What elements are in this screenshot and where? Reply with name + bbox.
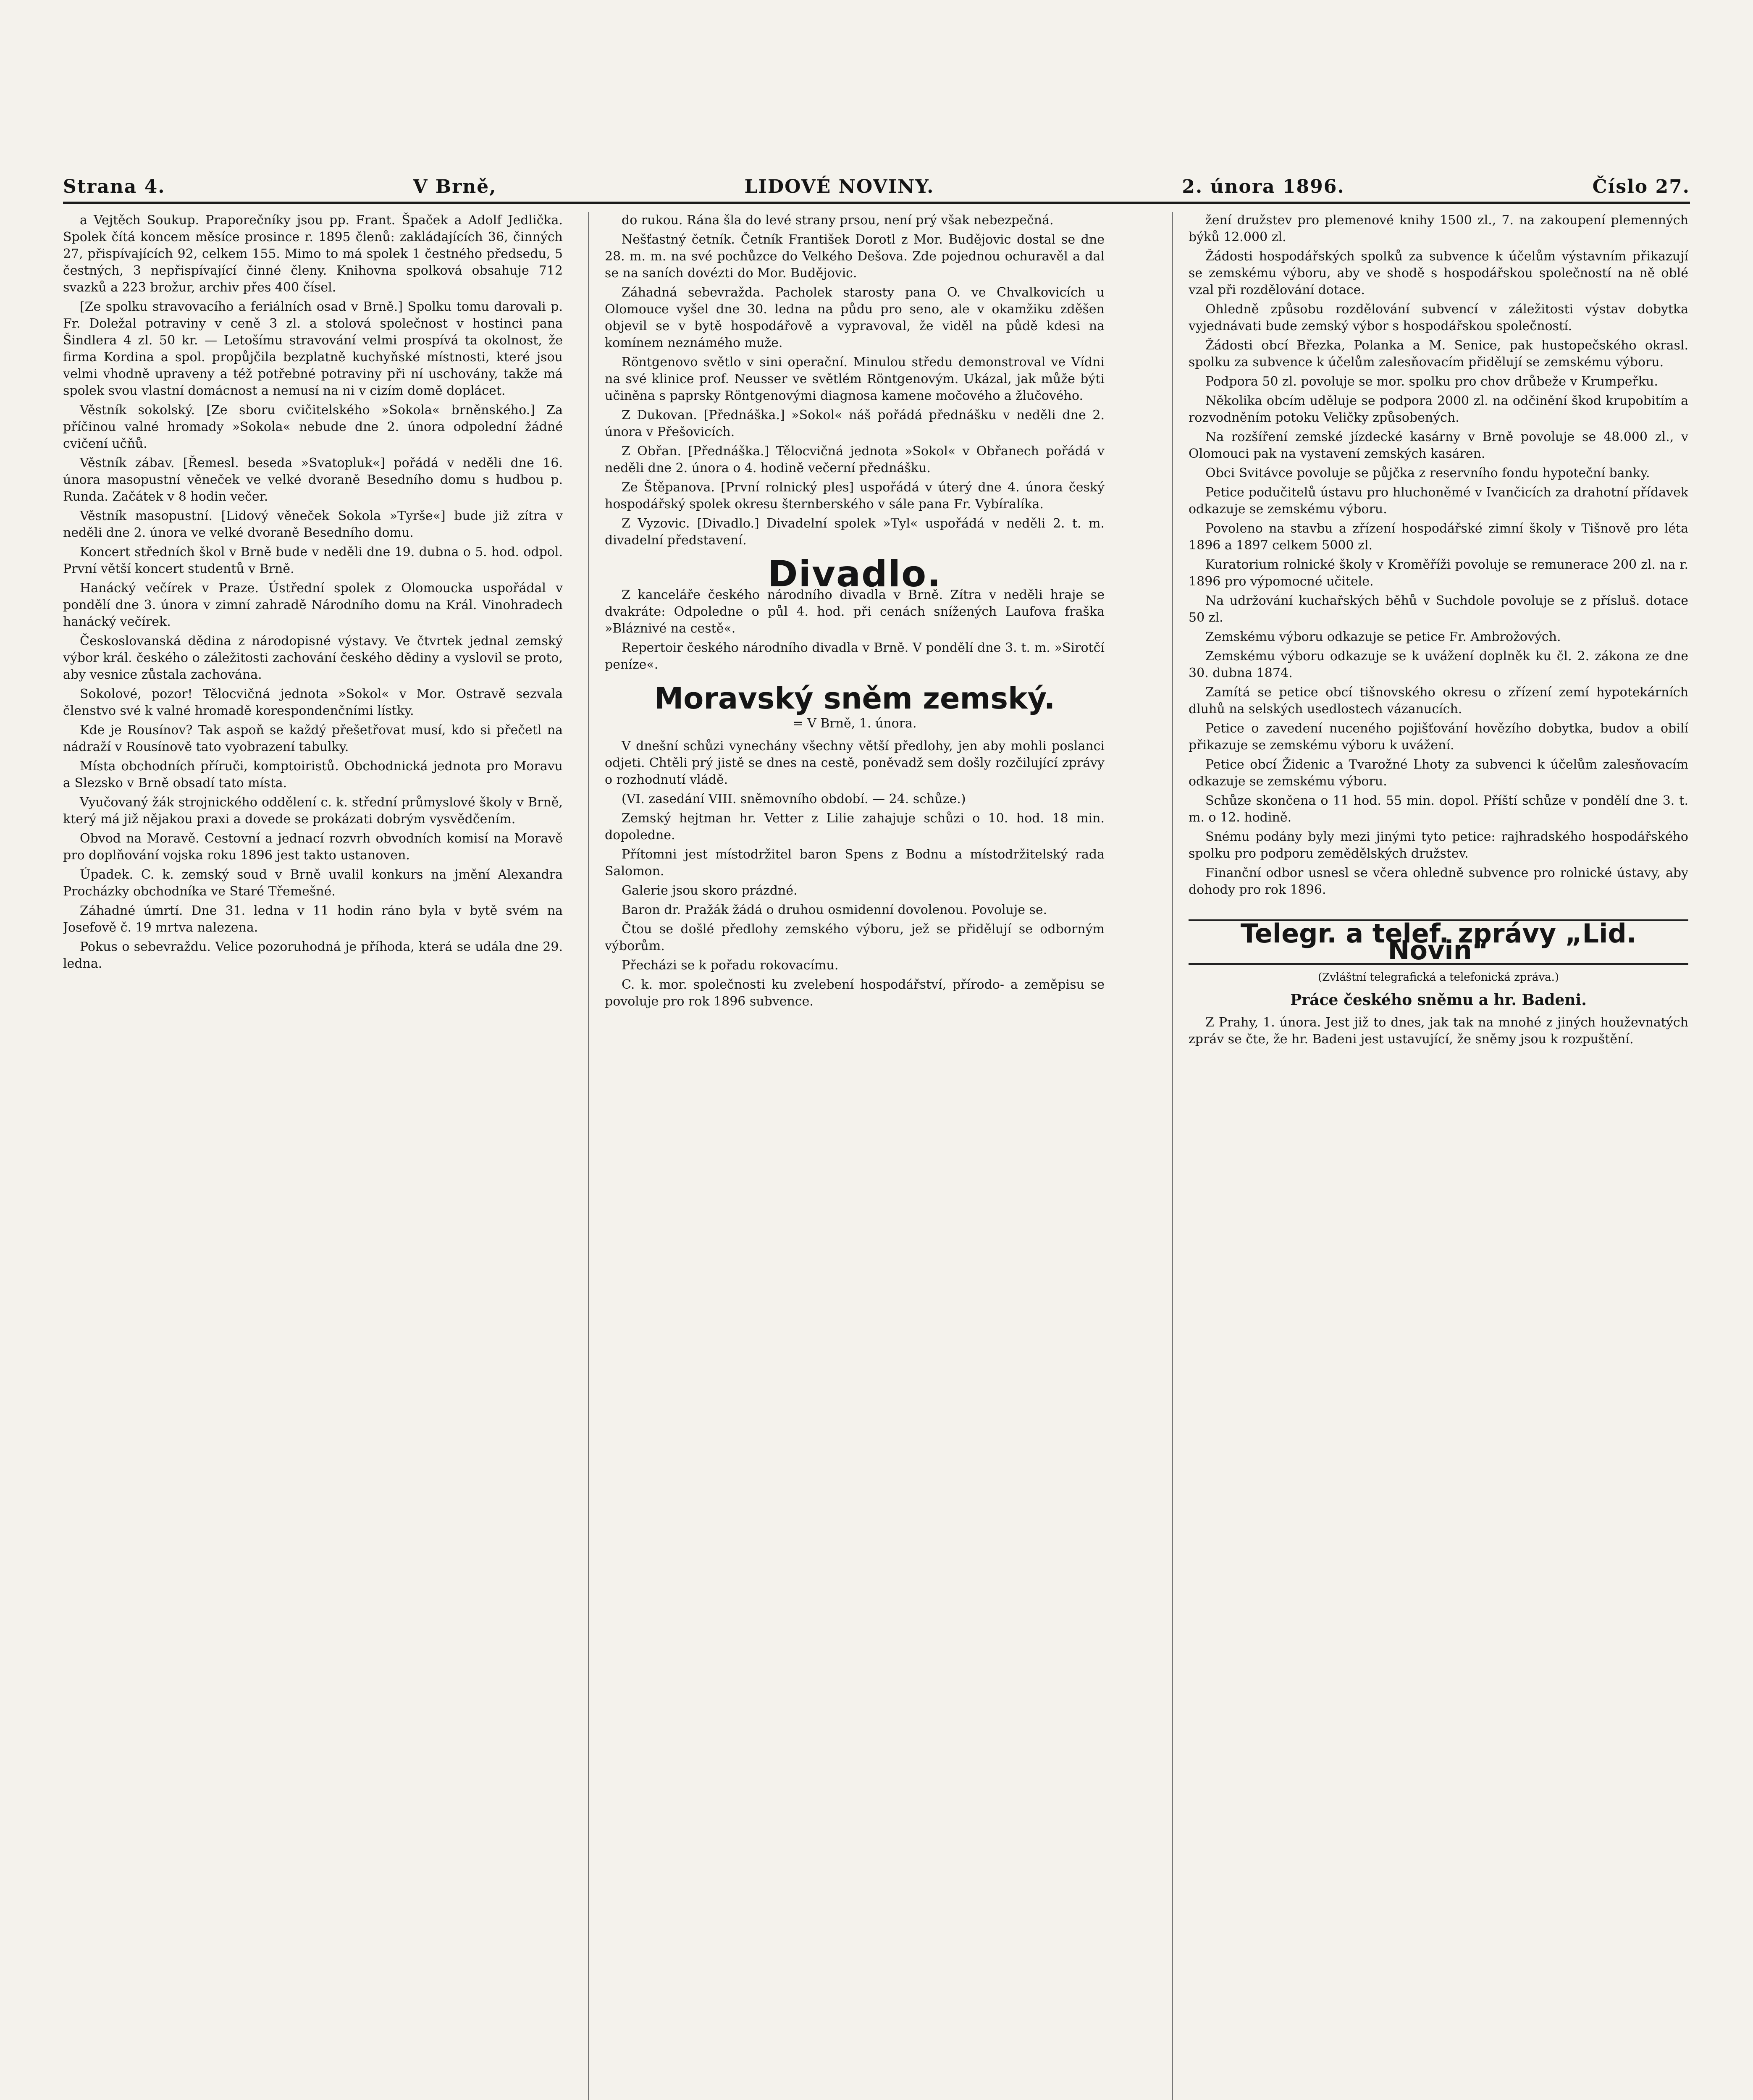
article-paragraph: Petice obcí Židenic a Tvarožné Lhoty za subvenci k účelům zalesňovacím odkazuje se zemskému výboru.: [1189, 757, 1688, 789]
article-paragraph: Přítomni jest místodržitel baron Spens z Bodnu a místodržitelský rada Salomon.: [605, 847, 1105, 879]
article-paragraph: Z Prahy, 1. února. Jest již to dnes, jak tak na mnohé z jiných houževnatých zpráv se čte, že hr. Badeni jest ustavující, že sněmy jsou k rozpuštění.: [1189, 1015, 1688, 1047]
article-paragraph: Na udržování kuchařských běhů v Suchdole povoluje se z přísluš. dotace 50 zl.: [1189, 593, 1688, 625]
article-paragraph: Z Obřan. [Přednáška.] Tělocvičná jednota »Sokol« v Obřanech pořádá v neděli dne 2. února o 4. hodině večerní přednášku.: [605, 444, 1105, 475]
article-paragraph: Českoslovanská dědina z národopisné výstavy. Ve čtvrtek jednal zemský výbor král. českého o záležitosti zachování českého dědiny a vyslovil se proto, aby vesnice zůstala zachována.: [63, 634, 563, 682]
divadlo-heading: Divadlo.: [768, 553, 942, 595]
article-paragraph: Zemskému výboru odkazuje se k uvážení doplněk ku čl. 2. zákona ze dne 30. dubna 1874.: [1189, 649, 1688, 680]
article-paragraph: Žádosti hospodářských spolků za subvence k účelům výstavním přikazují se zemskému výboru, aby ve shodě s hospodářskou společností na ně oblé vzal při rozdělování dotace.: [1189, 249, 1688, 297]
article-paragraph: Kuratorium rolnické školy v Kroměříži povoluje se remunerace 200 zl. na r. 1896 pro výpomocné učitele.: [1189, 557, 1688, 589]
page-number: Strana 4.: [63, 176, 165, 197]
article-paragraph: Ze Štěpanova. [První rolnický ples] uspořádá v úterý dne 4. února český hospodářský spolek okresu šternberského v sále pana Fr. Vybíralíka.: [605, 480, 1105, 512]
article-paragraph: Galerie jsou skoro prázdné.: [622, 883, 798, 898]
article-paragraph: Finanční odbor usnesl se včera ohledně subvence pro rolnické ústavy, aby dohody pro rok 1896.: [1189, 866, 1688, 897]
column-separator: [588, 212, 589, 2100]
article-paragraph: Z Vyzovic. [Divadlo.] Divadelní spolek »Tyl« uspořádá v neděli 2. t. m. divadelní představení.: [605, 516, 1105, 548]
article-paragraph: Záhadné úmrtí. Dne 31. ledna v 11 hodin ráno byla v bytě svém na Josefově č. 19 mrtva nalezena.: [63, 903, 563, 935]
article-paragraph: Zemský hejtman hr. Vetter z Lilie zahajuje schůzi o 10. hod. 18 min. dopoledne.: [605, 811, 1105, 843]
column-separator: [1172, 212, 1173, 2100]
article-paragraph: Úpadek. C. k. zemský soud v Brně uvalil konkurs na jmění Alexandra Procházky obchodníka ve Staré Třemešné.: [63, 867, 563, 899]
article-paragraph: do rukou. Rána šla do levé strany prsou, není prý však nebezpečná.: [622, 213, 1054, 228]
article-paragraph: Sokolové, pozor! Tělocvičná jednota »Sokol« v Mor. Ostravě sezvala členstvo své k valné hromadě korespondenčními lístky.: [63, 687, 563, 718]
telegram-headline: Práce českého sněmu a hr. Badeni.: [1290, 991, 1587, 1009]
article-paragraph: Z Dukovan. [Přednáška.] »Sokol« náš pořádá přednášku v neděli dne 2. února v Přešovicích.: [605, 408, 1105, 439]
article-paragraph: Přecházi se k pořadu rokovacímu.: [622, 958, 839, 973]
article-paragraph: žení družstev pro plemenové knihy 1500 zl., 7. na zakoupení plemenných býků 12.000 zl.: [1189, 213, 1688, 244]
newspaper-title: LIDOVÉ NOVINY.: [744, 176, 934, 197]
article-paragraph: Obvod na Moravě. Cestovní a jednací rozvrh obvodních komisí na Moravě pro doplňování vojska roku 1896 jest takto ustanoven.: [63, 831, 563, 863]
article-paragraph: Zemskému výboru odkazuje se petice Fr. Ambrožových.: [1205, 630, 1561, 644]
article-paragraph: [Ze spolku stravovacího a feriálních osad v Brně.] Spolku tomu darovali p. Fr. Doležal potraviny v ceně 3 zl. a stolová společnost v hostinci pana Šindlera 4 zl. 50 kr. — Letošímu stravování velmi prospívá ta okolnost, že firma Kordina a spol. propůjčila bezplatně kuchyňské místnosti, které jsou velmi vhodně upraveny a též potřebné potraviny při ní uschovány, takže má spolek svou vlastní domácnost a nemusí na ni v cizím domě doplácet.: [63, 299, 563, 398]
header-rule: [63, 202, 1690, 204]
issue-date: 2. února 1896.: [1182, 176, 1345, 197]
article-paragraph: Několika obcím uděluje se podpora 2000 zl. na odčinění škod krupobitím a rozvodněním potoku Veličky způsobených.: [1189, 394, 1688, 425]
article-paragraph: Zamítá se petice obcí tišnovského okresu o zřízení zemí hypotekárních dluhů na selských usedlostech vázanucích.: [1189, 685, 1688, 717]
article-paragraph: Věstník masopustní. [Lidový věneček Sokola »Tyrše«] bude již zítra v neděli dne 2. února ve velké dvoraně Besedního domu.: [63, 509, 563, 540]
telegram-subtitle: (Zvláštní telegrafická a telefonická zpráva.): [1318, 971, 1559, 984]
article-paragraph: Povoleno na stavbu a zřízení hospodářské zimní školy v Tišnově pro léta 1896 a 1897 celkem 5000 zl.: [1189, 521, 1688, 553]
article-paragraph: V dnešní schůzi vynechány všechny větší předlohy, jen aby mohli poslanci odjeti. Chtěli prý jistě se dnes na cestě, poněvadž sem došly rozčilující zprávy o rozhodnutí vládě.: [605, 739, 1105, 787]
column-3: [1189, 212, 1688, 2100]
article-paragraph: C. k. mor. společnosti ku zvelebení hospodářství, přírodo- a zeměpisu se povoluje pro rok 1896 subvence.: [605, 977, 1105, 1009]
city: V Brně,: [413, 176, 497, 197]
issue-number: Číslo 27.: [1592, 176, 1690, 197]
page-header: [63, 160, 1690, 197]
article-paragraph: a Vejtěch Soukup. Praporečníky jsou pp. Frant. Špaček a Adolf Jedlička. Spolek čítá koncem měsíce prosince r. 1895 členů: zakládajících 36, činných 27, přispívajících 92, celkem 155. Mimo to má spolek 1 čestného předsedu, 5 čestných, 3 nepřispívající činné členy. Knihovna spolková obsahuje 712 svazků a 223 brožur, archiv přes 400 čísel.: [63, 213, 563, 295]
article-paragraph: Hanácký večírek v Praze. Ústřední spolek z Olomoucka uspořádal v pondělí dne 3. února v zimní zahradě Národního domu na Král. Vinohradech hanácký večírek.: [63, 581, 563, 629]
article-paragraph: Koncert středních škol v Brně bude v neděli dne 19. dubna o 5. hod. odpol. První větší koncert studentů v Brně.: [63, 545, 563, 576]
article-paragraph: Snému podány byly mezi jinými tyto petice: rajhradského hospodářského spolku pro podporu zemědělských družstev.: [1189, 830, 1688, 861]
article-paragraph: Na rozšíření zemské jízdecké kasárny v Brně povoluje se 48.000 zl., v Olomouci pak na vystavení zemských kasáren.: [1189, 430, 1688, 461]
article-paragraph: (VI. zasedání VIII. sněmovního období. — 24. schůze.): [622, 792, 966, 806]
article-paragraph: Věstník zábav. [Řemesl. beseda »Svatopluk«] pořádá v neděli dne 16. února masopustní věneček ve velké dvoraně Besedního domu s hudbou p. Runda. Začátek v 8 hodin večer.: [63, 456, 563, 504]
article-paragraph: Kde je Rousínov? Tak aspoň se každý přešetřovat musí, kdo si přečetl na nádraží v Rousínově tato vyobrazení tabulky.: [63, 723, 563, 754]
article-paragraph: Z kanceláře českého národního divadla v Brně. Zítra v neděli hraje se dvakráte: Odpoledne o půl 4. hod. při cenách snížených Laufova fraška »Bláznivé na cestě«.: [605, 588, 1105, 636]
article-paragraph: Podpora 50 zl. povoluje se mor. spolku pro chov drůbeže v Krumpeřku.: [1205, 374, 1658, 389]
article-paragraph: Vyučovaný žák strojnického oddělení c. k. střední průmyslové školy v Brně, který má již nějakou praxi a dovede se prokázati dobrým vysvědčením.: [63, 795, 563, 827]
article-paragraph: Pokus o sebevraždu. Velice pozoruhodná je příhoda, která se udála dne 29. ledna.: [63, 940, 563, 971]
article-paragraph: Ohledně způsobu rozdělování subvencí v záležitosti výstav dobytka vyjednávati bude zemský výbor s hospodářskou společností.: [1189, 302, 1688, 333]
article-paragraph: Schůze skončena o 11 hod. 55 min. dopol. Příští schůze v pondělí dne 3. t. m. o 12. hodině.: [1189, 793, 1688, 825]
telegram-banner: Telegr. a telef. zprávy „Lid. Novin“: [1189, 919, 1688, 965]
article-paragraph: Místa obchodních příruči, komptoiristů. Obchodnická jednota pro Moravu a Slezsko v Brně obsadí tato místa.: [63, 759, 563, 790]
article-paragraph: Záhadná sebevražda. Pacholek starosty pana O. ve Chvalkovicích u Olomouce vyšel dne 30. ledna na půdu pro seno, ale v okamžiku zděšen objevil se v bytě hospodářově a vypravoval, že viděl na půdě kdesi na komínem neznámého muže.: [605, 285, 1105, 350]
article-paragraph: Petice podučitelů ústavu pro hluchoněmé v Ivančicích za drahotní přídavek odkazuje se zemskému výboru.: [1189, 485, 1688, 517]
article-paragraph: Žádosti obcí Březka, Polanka a M. Senice, pak hustopečského okrasl. spolku za subvence k účelům zalesňovacím přidělují se zemskému výboru.: [1189, 338, 1688, 370]
article-paragraph: Obci Svitávce povoluje se půjčka z reservního fondu hypoteční banky.: [1205, 466, 1650, 480]
article-paragraph: Petice o zavedení nuceného pojišťování hovězího dobytka, budov a obilí přikazuje se zemskému výboru k uvážení.: [1189, 721, 1688, 753]
column-1: [63, 212, 563, 2100]
article-paragraph: Baron dr. Pražák žádá o druhou osmidenní dovolenou. Povoluje se.: [622, 903, 1047, 917]
snem-subheading: = V Brně, 1. února.: [793, 716, 917, 731]
column-2: [605, 212, 1105, 2100]
article-paragraph: Röntgenovo světlo v sini operační. Minulou středu demonstroval ve Vídni na své klinice prof. Neusser ve světlém Röntgenovým. Ukázal, jak může býti učiněna s paprsky Röntgenovými diagnosa kamene močového a žlučového.: [605, 355, 1105, 403]
snem-heading: Moravský sněm zemský.: [654, 681, 1055, 716]
article-paragraph: Čtou se došlé předlohy zemského výboru, jež se přidělují se odborným výborům.: [605, 922, 1105, 953]
article-paragraph: Nešťastný četník. Četník František Dorotl z Mor. Budějovic dostal se dne 28. m. m. na své pochůzce do Velkého Dešova. Zde pojednou ochuravěl a dal se na saních dovézti do Mor. Budějovic.: [605, 232, 1105, 281]
article-paragraph: Repertoir českého národního divadla v Brně. V pondělí dne 3. t. m. »Sirotčí peníze«.: [605, 640, 1105, 672]
article-paragraph: Věstník sokolský. [Ze sboru cvičitelského »Sokola« brněnského.] Za příčinou valné hromady »Sokola« nebude dne 2. února odpolední žádné cvičení učňů.: [63, 403, 563, 451]
